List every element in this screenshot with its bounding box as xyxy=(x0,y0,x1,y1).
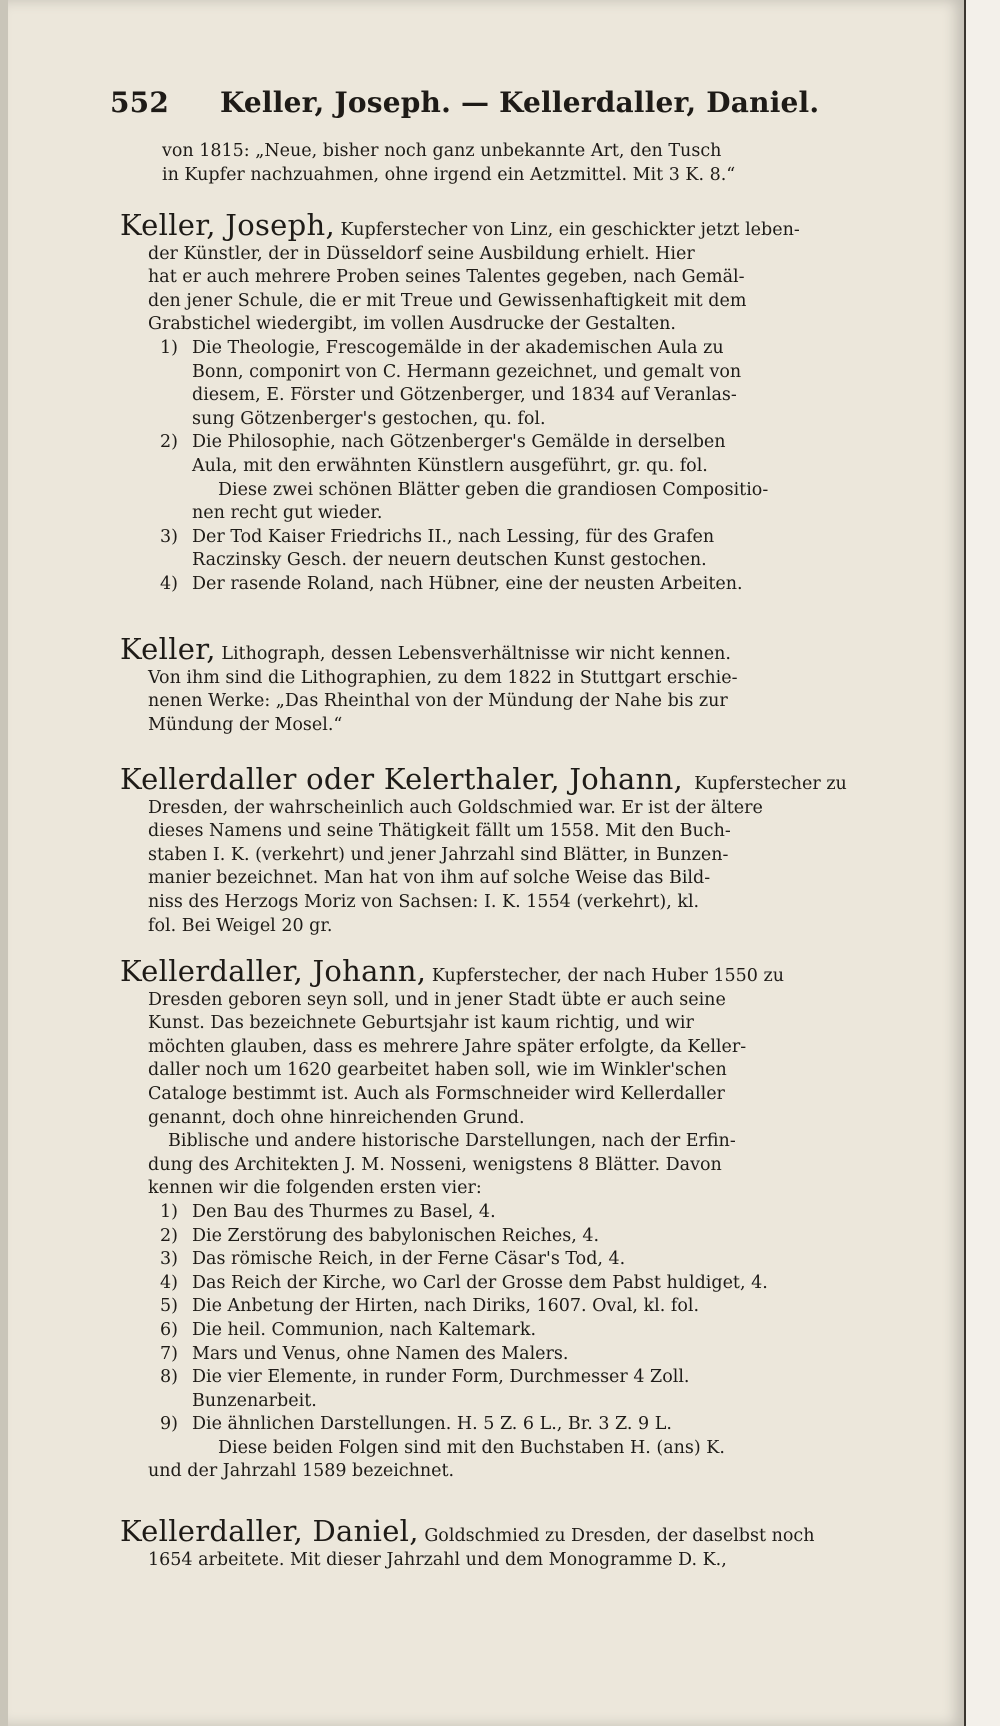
text-line: nen recht gut wieder. xyxy=(192,503,383,524)
text-line: niss des Herzogs Moriz von Sachsen: I. K. 1554 (verkehrt), kl. xyxy=(148,891,700,912)
text-line: daller noch um 1620 gearbeitet haben soll, wie im Winkler'schen xyxy=(148,1060,727,1081)
text-line: diesem, E. Förster und Götzenberger, und 1834 auf Veranlas- xyxy=(192,385,737,406)
entry-lemma: Kellerdaller oder Kelerthaler, Johann, xyxy=(120,762,684,796)
text-line: Kellerdaller, Johann, Kupferstecher, der nach Huber 1550 zu xyxy=(120,954,784,988)
text-line: manier bezeichnet. Man hat von ihm auf solche Weise das Bild- xyxy=(148,868,711,889)
text-line: Bunzenarbeit. xyxy=(192,1390,317,1411)
text-line: der Künstler, der in Düsseldorf seine Ausbildung erhielt. Hier xyxy=(148,243,695,264)
text-line: 6) Die heil. Communion, nach Kaltemark. xyxy=(160,1319,935,1343)
item-number: 1) xyxy=(160,337,178,358)
text-line: Von ihm sind die Lithographien, zu dem 1822 in Stuttgart erschie- xyxy=(148,667,738,688)
text-line: Cataloge bestimmt ist. Auch als Formschneider wird Kellerdaller xyxy=(148,1083,725,1104)
intro-text xyxy=(162,140,977,187)
entry-kellerdaller-johann xyxy=(120,954,935,1484)
text-line: Kellerdaller oder Kelerthaler, Johann, Kupferstecher zu xyxy=(120,762,847,796)
text-line: genannt, doch ohne hinreichenden Grund. xyxy=(148,1107,525,1128)
entry-lemma: Kellerdaller, Daniel, xyxy=(120,1514,419,1548)
running-title: Keller, Joseph. — Kellerdaller, Daniel. xyxy=(220,86,820,119)
item-number: 6) xyxy=(160,1319,178,1340)
text-line: Kellerdaller, Daniel, Goldschmied zu Dresden, der daselbst noch xyxy=(120,1514,815,1548)
text-line: 9) Die ähnlichen Darstellungen. H. 5 Z. 6 L., Br. 3 Z. 9 L. xyxy=(160,1413,935,1437)
text-line: den jener Schule, die er mit Treue und Gewissenhaftigkeit mit dem xyxy=(148,290,747,311)
text-line: dieses Namens und seine Thätigkeit fällt um 1558. Mit den Buch- xyxy=(148,821,731,842)
text-line: 4) Das Reich der Kirche, wo Carl der Grosse dem Pabst huldiget, 4. xyxy=(160,1272,935,1296)
item-number: 8) xyxy=(160,1367,178,1388)
text-line: kennen wir die folgenden ersten vier: xyxy=(148,1178,482,1199)
text-line: 1654 arbeitete. Mit dieser Jahrzahl und dem Monogramme D. K., xyxy=(148,1549,727,1570)
text-line: Mündung der Mosel.“ xyxy=(148,714,343,735)
item-number: 4) xyxy=(160,1272,178,1293)
item-number: 5) xyxy=(160,1296,178,1317)
text-line: 2) Die Zerstörung des babylonischen Reiches, 4. xyxy=(160,1225,935,1249)
item-number: 3) xyxy=(160,526,178,547)
text-line: 4) Der rasende Roland, nach Hübner, eine der neusten Arbeiten. xyxy=(160,573,935,597)
item-number: 9) xyxy=(160,1414,178,1435)
works-list xyxy=(120,337,935,597)
text-line: Biblische und andere historische Darstellungen, nach der Erfin- xyxy=(168,1131,736,1152)
page-margin-right xyxy=(966,0,1000,1726)
text-line: Bonn, componirt von C. Hermann gezeichnet, und gemalt von xyxy=(192,361,742,382)
text-line: von 1815: „Neue, bisher noch ganz unbekannte Art, den Tusch xyxy=(162,141,722,161)
text-line: 1) Den Bau des Thurmes zu Basel, 4. xyxy=(160,1201,935,1225)
text-line: 3) Das römische Reich, in der Ferne Cäsar's Tod, 4. xyxy=(160,1248,935,1272)
text-line: Dresden, der wahrscheinlich auch Goldschmied war. Er ist der ältere xyxy=(148,797,763,818)
entry-lemma: Keller, Joseph, xyxy=(120,208,335,242)
item-number: 4) xyxy=(160,573,178,594)
text-line: nenen Werke: „Das Rheinthal von der Mündung der Nahe bis zur xyxy=(148,691,728,712)
entry-keller-joseph xyxy=(120,208,935,597)
page-number: 552 xyxy=(110,86,170,119)
text-line: 7) Mars und Venus, ohne Namen des Malers. xyxy=(160,1343,935,1367)
text-line: Keller, Lithograph, dessen Lebensverhältnisse wir nicht kennen. xyxy=(120,632,731,666)
text-line: staben I. K. (verkehrt) und jener Jahrzahl sind Blätter, in Bunzen- xyxy=(148,844,729,865)
item-number: 2) xyxy=(160,432,178,453)
text-line: in Kupfer nachzuahmen, ohne irgend ein Aetzmittel. Mit 3 K. 8.“ xyxy=(162,164,736,185)
text-line: Kunst. Das bezeichnete Geburtsjahr ist kaum richtig, und wir xyxy=(148,1013,694,1034)
text-line: 5) Die Anbetung der Hirten, nach Diriks, 1607. Oval, kl. fol. xyxy=(160,1295,935,1319)
text-line: sung Götzenberger's gestochen, qu. fol. xyxy=(192,408,546,429)
text-line: Diese zwei schönen Blätter geben die grandiosen Compositio- xyxy=(218,479,769,500)
text-line: Aula, mit den erwähnten Künstlern ausgeführt, gr. qu. fol. xyxy=(192,455,708,476)
text-line: Dresden geboren seyn soll, und in jener Stadt übte er auch seine xyxy=(148,989,726,1010)
text-line: 2) Die Philosophie, nach Götzenberger's Gemälde in derselben xyxy=(160,431,935,455)
text-line: 8) Die vier Elemente, in runder Form, Durchmesser 4 Zoll. xyxy=(160,1366,935,1390)
text-line: Diese beiden Folgen sind mit den Buchstaben H. (ans) K. xyxy=(218,1437,725,1458)
entry-lemma: Keller, xyxy=(120,632,216,666)
text-line: Raczinsky Gesch. der neuern deutschen Kunst gestochen. xyxy=(192,550,707,571)
entry-keller-lithograph xyxy=(120,632,935,737)
entry-kellerdaller-kelerthaler xyxy=(120,762,935,938)
text-line: 3) Der Tod Kaiser Friedrichs II., nach Lessing, für des Grafen xyxy=(160,526,935,550)
text-line: hat er auch mehrere Proben seines Talentes gegeben, nach Gemäl- xyxy=(148,267,745,288)
item-number: 1) xyxy=(160,1201,178,1222)
text-line: Keller, Joseph, Kupferstecher von Linz, ein geschickter jetzt leben- xyxy=(120,208,800,242)
entry-lemma: Kellerdaller, Johann, xyxy=(120,954,427,988)
text-line: dung des Architekten J. M. Nosseni, wenigstens 8 Blätter. Davon xyxy=(148,1154,722,1175)
item-number: 7) xyxy=(160,1343,178,1364)
works-list xyxy=(120,1201,935,1437)
text-line: und der Jahrzahl 1589 bezeichnet. xyxy=(148,1461,455,1482)
text-line: 1) Die Theologie, Frescogemälde in der akademischen Aula zu xyxy=(160,337,935,361)
item-number: 2) xyxy=(160,1225,178,1246)
text-line: möchten glauben, dass es mehrere Jahre später erfolgte, da Keller- xyxy=(148,1036,747,1057)
text-line: Grabstichel wiedergibt, im vollen Ausdrucke der Gestalten. xyxy=(148,314,676,335)
text-line: fol. Bei Weigel 20 gr. xyxy=(148,915,333,936)
page-header xyxy=(110,86,870,119)
entry-kellerdaller-daniel xyxy=(120,1514,935,1572)
item-number: 3) xyxy=(160,1249,178,1270)
